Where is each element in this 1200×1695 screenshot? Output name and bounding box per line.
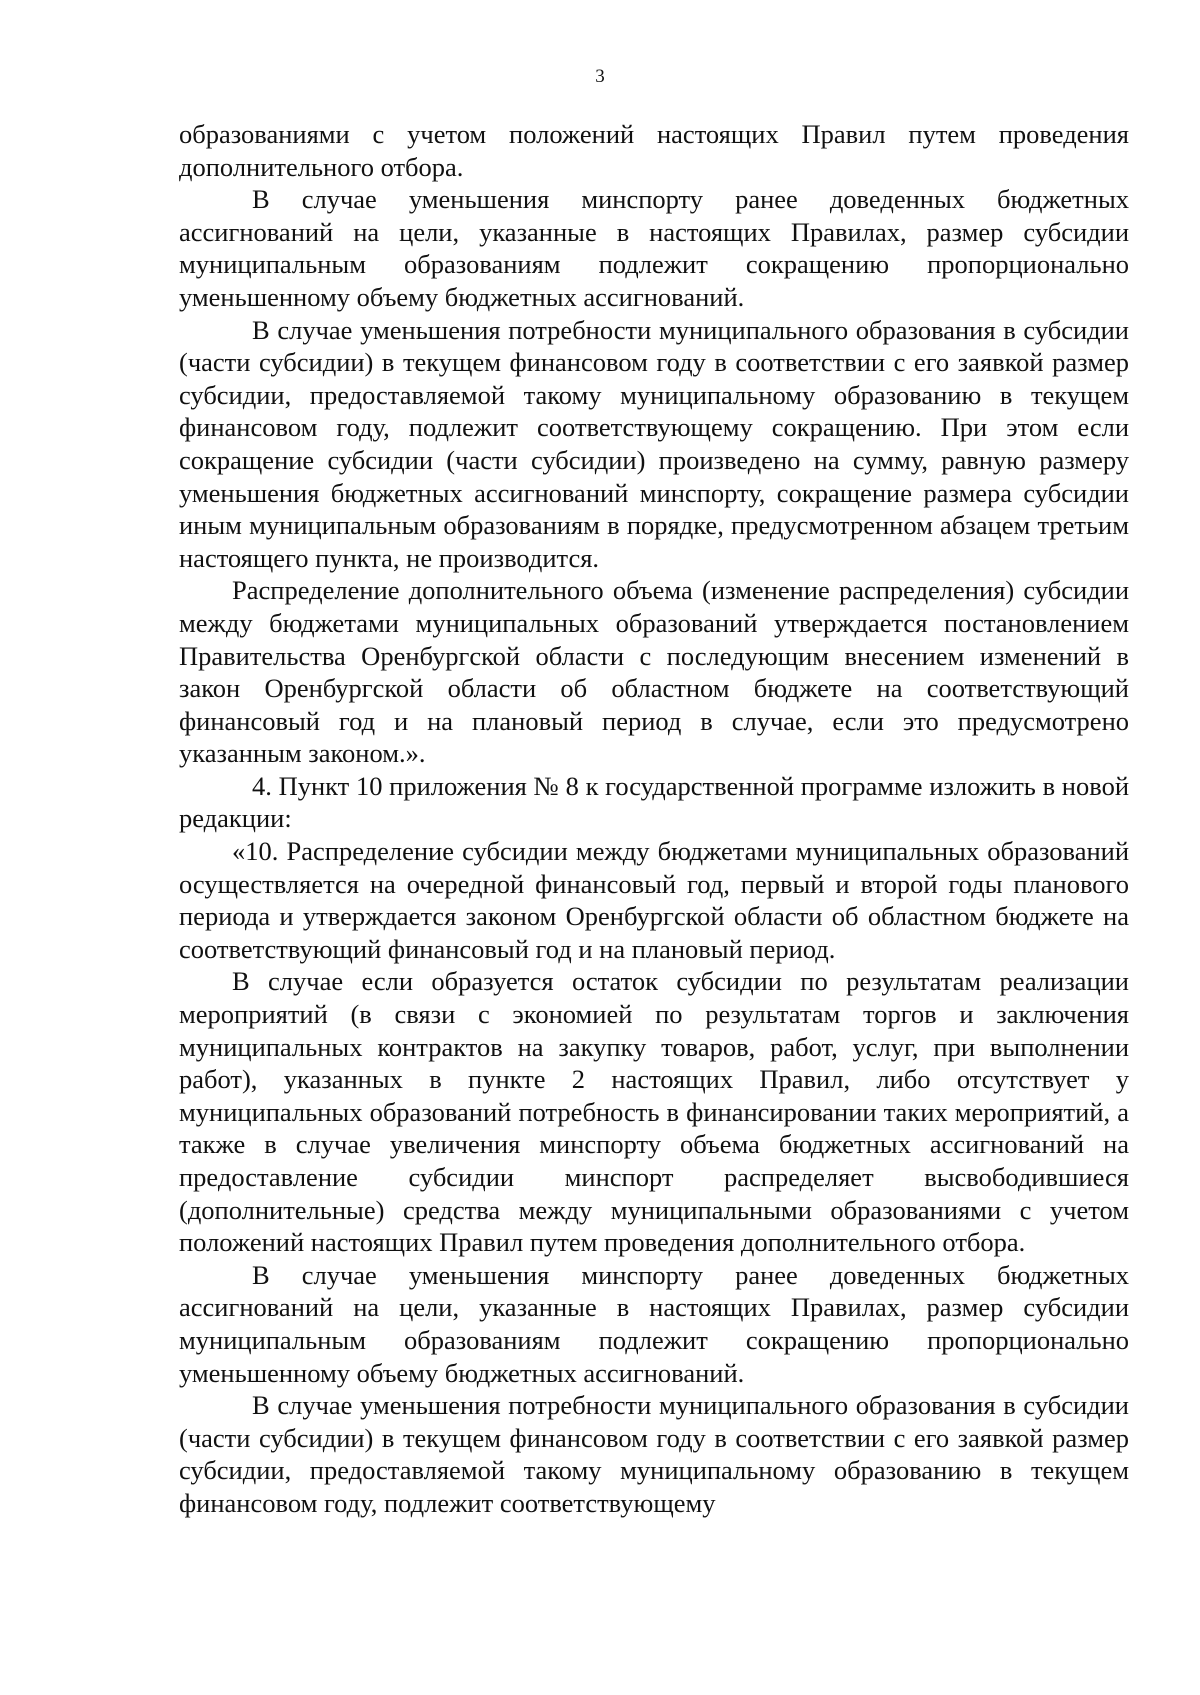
paragraph: В случае уменьшения минспорту ранее доведенных бюджетных ассигнований на цели, указанные в настоящих Правилах, размер субсидии муниципальным образованиям подлежит сокращению пропорционально уменьшенному объему бюджетных ассигнований. bbox=[179, 184, 1129, 312]
document-body bbox=[179, 118, 1129, 1520]
paragraph-continuation: образованиями с учетом положений настоящих Правил путем проведения дополнительного отбора. bbox=[179, 119, 1129, 182]
paragraph: Распределение дополнительного объема (изменение распределения) субсидии между бюджетами муниципальных образований утверждается постановлением Правительства Оренбургской области с последующим внесением изменений в закон Оренбургской области об областном бюджете на соответствующий финансовый год и на плановый период в случае, если это предусмотрено указанным законом.». bbox=[179, 575, 1129, 769]
paragraph: В случае уменьшения потребности муниципального образования в субсидии (части субсидии) в текущем финансовом году в соответствии с его заявкой размер субсидии, предоставляемой такому муниципальному образованию в текущем финансовом году, подлежит соответствующему сокращению. При этом если сокращение субсидии (части субсидии) произведено на сумму, равную размеру уменьшения бюджетных ассигнований минспорту, сокращение размера субсидии иным муниципальным образованиям в порядке, предусмотренном абзацем третьим настоящего пункта, не производится. bbox=[179, 314, 1129, 573]
paragraph-item-4: 4. Пункт 10 приложения № 8 к государственной программе изложить в новой редакции: bbox=[179, 770, 1129, 834]
paragraph: В случае если образуется остаток субсидии по результатам реализации мероприятий (в связи с экономией по результатам торгов и заключения муниципальных контрактов на закупку товаров, работ, услуг, при выполнении работ), указанных в пункте 2 настоящих Правил, либо отсутствует у муниципальных образований потребность в финансировании таких мероприятий, а также в случае увеличения минспорту объема бюджетных ассигнований на предоставление субсидии минспорт распределяет высвободившиеся (дополнительные) средства между муниципальными образованиями с учетом положений настоящих Правил путем проведения дополнительного отбора. bbox=[179, 966, 1129, 1258]
paragraph-quoted-rule-10: «10. Распределение субсидии между бюджетами муниципальных образований осуществляется на очередной финансовый год, первый и второй годы планового периода и утверждается законом Оренбургской области об областном бюджете на соответствующий финансовый год и на плановый период. bbox=[179, 836, 1129, 964]
paragraph: В случае уменьшения минспорту ранее доведенных бюджетных ассигнований на цели, указанные в настоящих Правилах, размер субсидии муниципальным образованиям подлежит сокращению пропорционально уменьшенному объему бюджетных ассигнований. bbox=[179, 1259, 1129, 1388]
page-number: 3 bbox=[595, 66, 605, 87]
paragraph: В случае уменьшения потребности муниципального образования в субсидии (части субсидии) в текущем финансовом году в соответствии с его заявкой размер субсидии, предоставляемой такому муниципальному образованию в текущем финансовом году, подлежит соответствующему bbox=[179, 1390, 1129, 1518]
